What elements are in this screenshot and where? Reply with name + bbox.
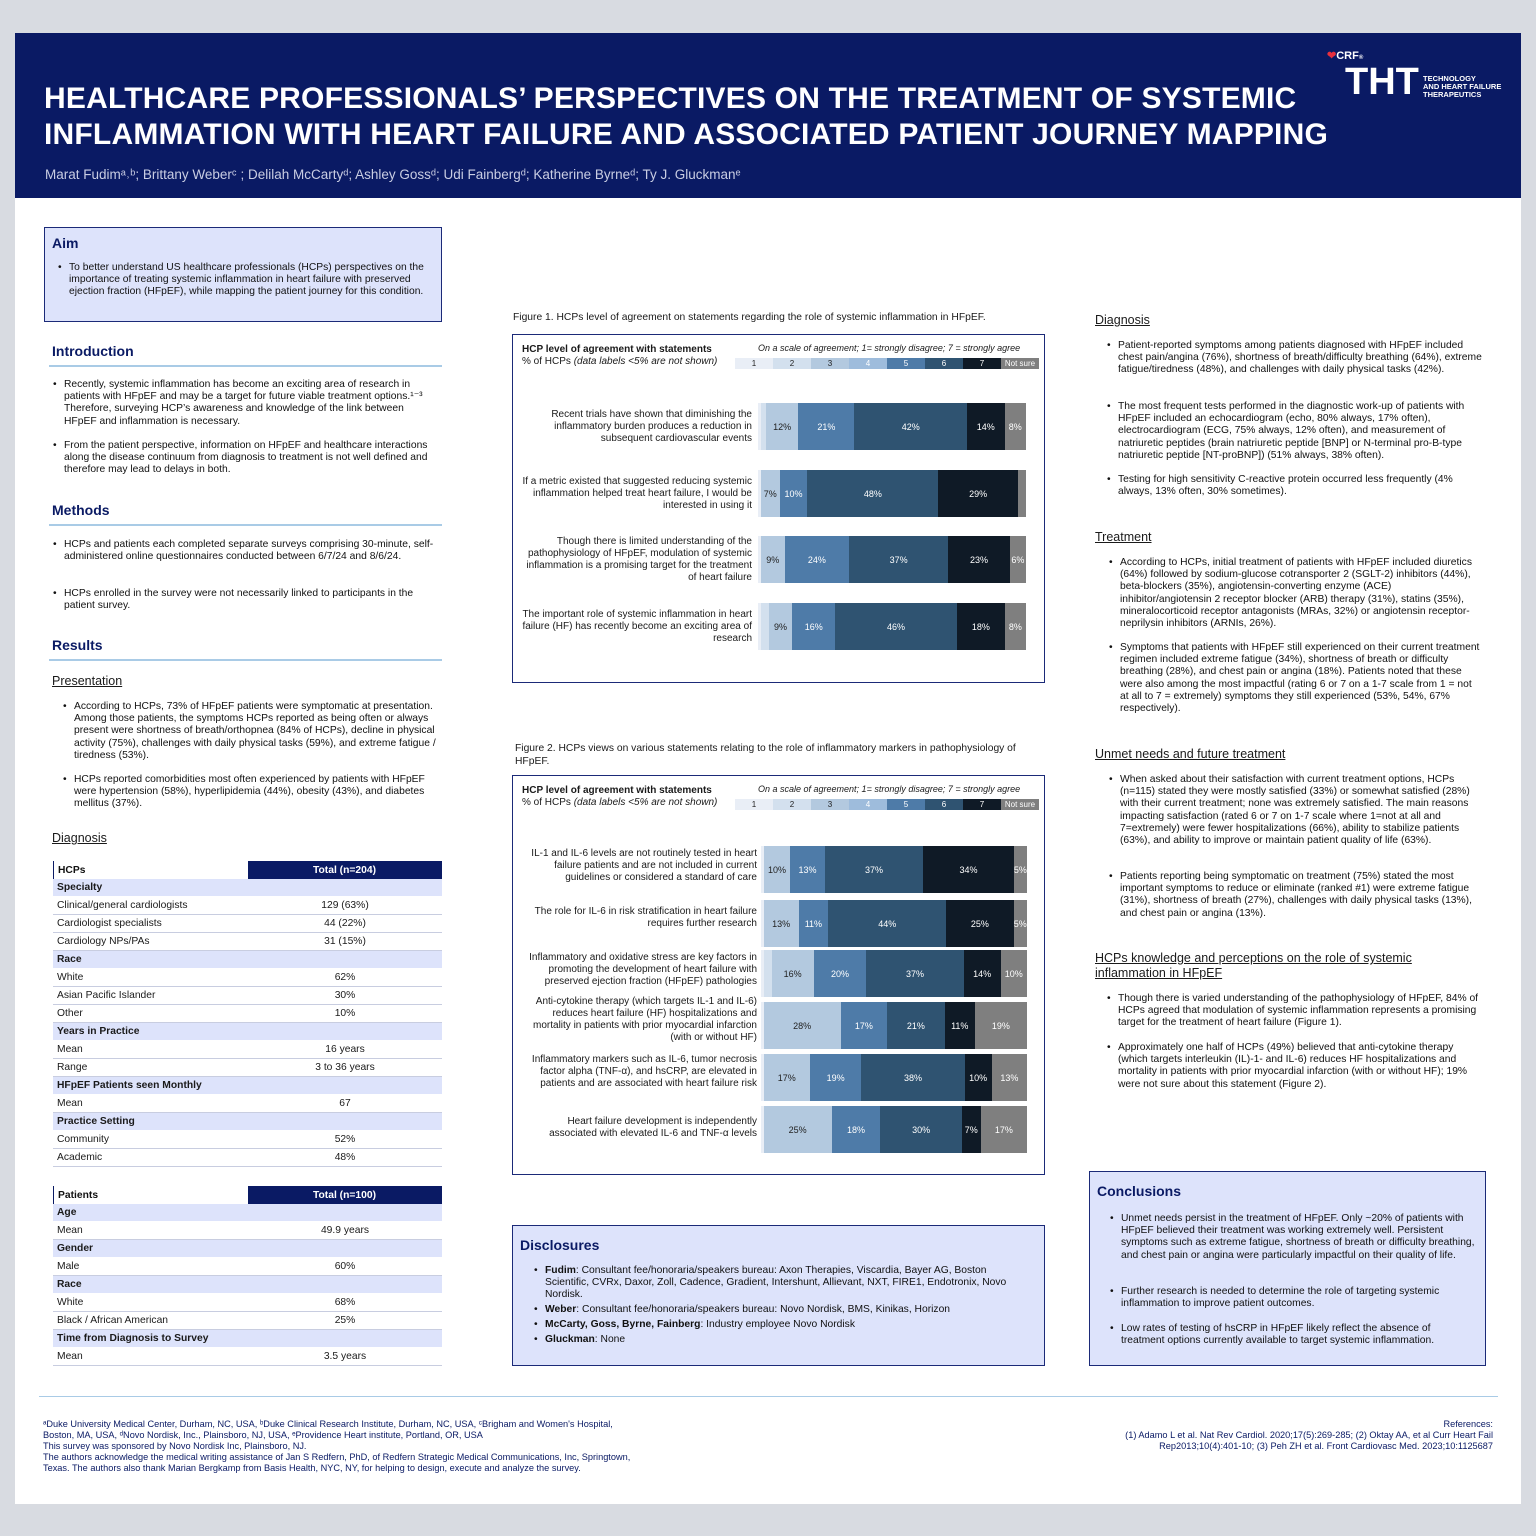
unmet-bullet-2: • Patients reporting being symptomatic on treatment (75%) stated the most important symptoms to reduce or eliminate (ranked #1) were extreme fatigue (31%), shortness of breath (27%), challenges with daily physical tasks (13%), and chest pain or angina (13%).	[1109, 871, 1472, 919]
bar-segment: 16%	[792, 603, 834, 650]
bar-segment: 42%	[854, 403, 967, 450]
bar-segment	[761, 603, 769, 650]
table-category-row: Years in Practice	[53, 1023, 442, 1041]
table-header: Patients Total (n=100)	[53, 1186, 442, 1204]
legend-item: 3	[811, 358, 849, 369]
chart-header: HCP level of agreement with statements % of HCPs (data labels <5% are not shown)	[522, 344, 718, 367]
aim-title: Aim	[52, 235, 79, 251]
table-header: HCPs Total (n=204)	[53, 861, 442, 879]
treatment-bullet-2: • Symptoms that patients with HFpEF still experienced on their current treatment regimen included extreme fatigue (34%), shortness of breath or difficulty breathing (28%), and chest pain or angina (18%). Patients noted that these were also among the most impactful (rating 6 or 7 on a 1-7 scale from 1 = not at all to 7 = extremely) symptoms they still experienced (53%, 54%, 67% respectively).	[1109, 642, 1480, 715]
bar-segment: 13%	[790, 846, 825, 893]
conclusion-bullet-1: • Unmet needs persist in the treatment of HFpEF. Only ~20% of patients with HFpEF believed their treatment was working extremely well. Persistent symptoms such as extreme fatigue, shortness of breath or difficulty breathing, and chest pain or angina were particularly impactful on their quality of life.	[1110, 1213, 1475, 1261]
bar-segment: 17%	[981, 1106, 1027, 1153]
stacked-bar	[758, 470, 1026, 517]
table-row: Range 3 to 36 years	[53, 1059, 442, 1077]
category-label: Recent trials have shown that diminishing the inflammatory burden produces a reduction in subsequent cardiovascular events	[551, 409, 752, 444]
bar-segment: 13%	[992, 1054, 1027, 1101]
bar-segment: 10%	[1001, 950, 1027, 997]
table-category-row: Age	[53, 1204, 442, 1222]
unmet-bullet-1: • When asked about their satisfaction with current treatment options, HCPs (n=115) stated they were mostly satisfied (33%) or somewhat satisfied (28%) with their current treatment; none was extremely satisfied. The main reasons impacting satisfaction (rated 6 or 7 on 1-7 scale where 1=not at all and 7=extremely) were fewer hospitalizations (66%), ability to stabilize patients (63%), and ability to improve or maintain patient quality of life (63%).	[1109, 774, 1470, 847]
bar-segment: 21%	[887, 1002, 945, 1049]
section-rule	[49, 524, 442, 526]
legend-item: 6	[925, 799, 963, 810]
chart-header: HCP level of agreement with statements % of HCPs (data labels <5% are not shown)	[522, 785, 718, 808]
stacked-bar	[758, 403, 1026, 450]
bar-segment: 17%	[841, 1002, 888, 1049]
knowledge-title: HCPs knowledge and perceptions on the role of systemic inflammation in HFpEF	[1095, 951, 1412, 980]
table-row: Mean 16 years	[53, 1041, 442, 1059]
diagnosis-bullet-2: • The most frequent tests performed in the diagnostic work-up of patients with HFpEF included an echocardiogram (echo, 80% always, 17% often), electrocardiogram (ECG, 75% always, 12% often), and measurement of natriuretic peptides (brain natriuretic peptide [BNP] or N-terminal pro-B-type natriuretic peptide [NT-proBNP]) (51% always, 38% often).	[1107, 401, 1465, 461]
bar-segment: 14%	[967, 403, 1005, 450]
legend-item: 2	[773, 799, 811, 810]
category-label: If a metric existed that suggested reducing systemic inflammation helped treat heart failure, I would be interested in using it	[522, 476, 752, 511]
stacked-bar	[758, 536, 1026, 583]
scale-note: On a scale of agreement; 1= strongly disagree; 7 = strongly agree	[758, 343, 1021, 353]
bar-segment: 25%	[764, 1106, 832, 1153]
stacked-bar	[761, 900, 1027, 947]
methods-bullet-1: • HCPs and patients each completed separate surveys comprising 30-minute, self-administered online questionnaires conducted between 6/7/24 and 8/6/24.	[53, 539, 434, 563]
bar-segment: 14%	[964, 950, 1001, 997]
header-banner	[15, 33, 1521, 198]
poster-title	[44, 81, 1344, 153]
table-category-row: Specialty	[53, 879, 442, 897]
bar-segment: 19%	[975, 1002, 1027, 1049]
title-line-2: INFLAMMATION WITH HEART FAILURE AND ASSOCIATED PATIENT JOURNEY MAPPING	[44, 118, 1328, 151]
bar-segment: 11%	[799, 900, 829, 947]
table-row: Male 60%	[53, 1258, 442, 1276]
conclusions-title: Conclusions	[1097, 1183, 1182, 1199]
bar-segment: 37%	[849, 536, 948, 583]
bar-segment: 30%	[880, 1106, 961, 1153]
hcp-demographics-table	[53, 861, 442, 1167]
disclosures-box	[512, 1225, 1045, 1366]
table-row: Mean 3.5 years	[53, 1348, 442, 1366]
bar-segment	[764, 950, 772, 997]
bar-segment: 8%	[1005, 603, 1026, 650]
intro-bullet-2: • From the patient perspective, information on HFpEF and healthcare interactions along the disease continuum from diagnosis to treatment is not well defined and therefore may lead to delays in both.	[53, 440, 428, 476]
bar-segment: 17%	[764, 1054, 810, 1101]
stacked-bar	[761, 1054, 1027, 1101]
table-category-row: Time from Diagnosis to Survey	[53, 1330, 442, 1348]
legend-item: 3	[811, 799, 849, 810]
bar-segment: 6%	[1010, 536, 1026, 583]
table-row: Academic 48%	[53, 1149, 442, 1167]
bar-segment	[1018, 470, 1026, 517]
table-row: Other 10%	[53, 1005, 442, 1023]
disclosures-title: Disclosures	[520, 1237, 600, 1253]
table-category-row: Practice Setting	[53, 1113, 442, 1131]
treatment-bullet-1: • According to HCPs, initial treatment of patients with HFpEF included diuretics (64%) followed by sodium-glucose cotransporter 2 (SGLT-2) inhibitors (44%), beta-blockers (35%), angiotensin-converting enzyme (ACE) inhibitor/angiotensin 2 receptor blocker (ARB) therapy (31%), statins (35%), mineralocorticoid receptor antagonists (MRAs, 32%) or angiotensin receptor-neprilysin inhibitors (ARNIs, 26%).	[1109, 557, 1472, 630]
category-label: Inflammatory and oxidative stress are key factors in promoting the development of heart failure with preserved ejection fraction (HFpEF) pathologies	[529, 952, 757, 987]
category-label: Anti-cytokine therapy (which targets IL-1 and IL-6) reduces heart failure (HF) hospitalizations and mortality in patients with prior myocardial infarction (with or without HF)	[533, 996, 757, 1043]
aim-text: • To better understand US healthcare professionals (HCPs) perspectives on the importance of treating systemic inflammation in heart failure with preserved ejection fraction (HFpEF), while mapping the patient journey for this condition.	[58, 262, 424, 298]
disclosure-employees: • McCarty, Goss, Byrne, Fainberg: Industry employee Novo Nordisk	[534, 1319, 855, 1330]
bar-segment: 24%	[785, 536, 849, 583]
stacked-bar	[761, 1002, 1027, 1049]
references: References: (1) Adamo L et al. Nat Rev Cardiol. 2020;17(5):269-285; (2) Oktay AA, et al Curr Heart Fail Rep2013;10(4):401-10; (3) Peh ZH et al. Front Cardiovasc Med. 2023;10:1125687	[1125, 1419, 1493, 1451]
diagnosis-right-title: Diagnosis	[1095, 313, 1150, 327]
tht-logo	[1327, 47, 1517, 107]
legend-item: 4	[849, 358, 887, 369]
stacked-bar	[761, 846, 1027, 893]
poster	[15, 33, 1521, 1504]
crf-logo: ❤CRF®	[1327, 50, 1364, 62]
legend-item: 5	[887, 799, 925, 810]
heart-icon: ❤	[1327, 50, 1337, 62]
knowledge-bullet-2: • Approximately one half of HCPs (49%) believed that anti-cytokine therapy (which targets interleukin (IL)-1- and IL-6) reduces HF hospitalizations and mortality in patients with prior myocardial infarction (with or without HF); 19% were not sure about this statement (Figure 2).	[1107, 1042, 1468, 1090]
tht-wordmark: THT	[1345, 61, 1419, 103]
unmet-needs-title: Unmet needs and future treatment	[1095, 747, 1286, 761]
table-row: Cardiologist specialists 44 (22%)	[53, 915, 442, 933]
bar-segment: 18%	[957, 603, 1005, 650]
conclusion-bullet-3: • Low rates of testing of hsCRP in HFpEF likely reflect the absence of treatment options currently available to target systemic inflammation.	[1110, 1323, 1435, 1347]
bar-segment: 20%	[814, 950, 867, 997]
chart-legend	[735, 799, 1039, 810]
bar-segment: 10%	[780, 470, 807, 517]
table-row: Cardiology NPs/PAs 31 (15%)	[53, 933, 442, 951]
bar-segment: 13%	[764, 900, 799, 947]
stacked-bar	[758, 603, 1026, 650]
table-category-row: Race	[53, 951, 442, 969]
bar-segment: 37%	[866, 950, 963, 997]
bar-segment: 7%	[962, 1106, 981, 1153]
table-category-row: Race	[53, 1276, 442, 1294]
section-rule	[49, 659, 442, 661]
category-label: The role for IL-6 in risk stratification in heart failure requires further research	[534, 906, 757, 929]
bar-segment: 5%	[1014, 900, 1027, 947]
stacked-bar	[761, 950, 1027, 997]
conclusions-box	[1089, 1171, 1486, 1366]
tht-subtitle: TECHNOLOGY AND HEART FAILURE THERAPEUTICS	[1423, 74, 1502, 99]
legend-item: 7	[963, 799, 1001, 810]
bar-segment: 29%	[938, 470, 1017, 517]
table-row: Mean 49.9 years	[53, 1222, 442, 1240]
disclosure-weber: • Weber: Consultant fee/honoraria/speakers bureau: Novo Nordisk, BMS, Kinikas, Horizon	[534, 1304, 951, 1315]
bar-segment: 34%	[923, 846, 1013, 893]
bar-segment: 44%	[828, 900, 946, 947]
table-row: Asian Pacific Islander 30%	[53, 987, 442, 1005]
table-row: Clinical/general cardiologists 129 (63%)	[53, 897, 442, 915]
figure-1-caption: Figure 1. HCPs level of agreement on statements regarding the role of systemic inflammation in HFpEF.	[513, 312, 986, 323]
title-line-1: HEALTHCARE PROFESSIONALS’ PERSPECTIVES ON THE TREATMENT OF SYSTEMIC	[44, 82, 1297, 115]
author-list: Marat Fudimᵃ˒ᵇ; Brittany Weberᶜ ; Delilah McCartyᵈ; Ashley Gossᵈ; Udi Fainbergᵈ; Katherine Byrneᵈ; Ty J. Gluckmanᵉ	[45, 167, 741, 182]
legend-item: Not sure	[1001, 358, 1039, 369]
legend-item: 5	[887, 358, 925, 369]
legend-item: 1	[735, 358, 773, 369]
legend-item: Not sure	[1001, 799, 1039, 810]
legend-item: 4	[849, 799, 887, 810]
stacked-bar	[761, 1106, 1027, 1153]
affiliations: ᵃDuke University Medical Center, Durham, NC, USA, ᵇDuke Clinical Research Institute, Durham, NC, USA, ᶜBrigham and Women's Hospital, Boston, MA, USA, ᵈNovo Nordisk, Inc., Plainsboro, NJ, USA, ᵉProvidence Heart institute, Portland, OR, USA This survey was sponsored by Novo Nordisk Inc, Plainsboro, NJ. The authors acknowledge the medical writing assistance of Jan S Redfern, PhD, of Redfern Strategic Medical Communications, Inc, Springtown, Texas. The authors also thank Marian Bergkamp from Basis Health, NYC, NY, for helping to design, execute and analyze the survey.	[43, 1419, 631, 1473]
category-label: IL-1 and IL-6 levels are not routinely tested in heart failure patients and are not included in current guidelines or considered a standard of care	[531, 848, 757, 883]
table-row: Mean 67	[53, 1095, 442, 1113]
diagnosis-bullet-3: • Testing for high sensitivity C-reactive protein occurred less frequently (4% always, 13% often, 30% sometimes).	[1107, 474, 1453, 498]
table-category-row: HFpEF Patients seen Monthly	[53, 1077, 442, 1095]
bar-segment: 48%	[807, 470, 938, 517]
bar-segment: 18%	[832, 1106, 881, 1153]
bar-segment: 7%	[761, 470, 780, 517]
category-label: The important role of systemic inflammation in heart failure (HF) has recently become an exciting area of research	[522, 609, 752, 644]
results-title: Results	[52, 637, 103, 653]
presentation-bullet-1: • According to HCPs, 73% of HFpEF patients were symptomatic at presentation. Among those patients, the symptoms HCPs reported as being often or always present were shortness of breath/orthopnea (84% of HCPs), decline in physical activity (75%), challenges with daily physical tasks (59%), and extreme fatigue / tiredness (53%).	[63, 701, 436, 761]
presentation-title: Presentation	[52, 674, 123, 688]
bar-segment: 23%	[948, 536, 1010, 583]
bar-segment: 46%	[835, 603, 957, 650]
table-row: Black / African American 25%	[53, 1312, 442, 1330]
bar-segment: 37%	[825, 846, 923, 893]
disclosure-fudim: • Fudim: Consultant fee/honoraria/speakers bureau: Axon Therapies, Viscardia, Bayer AG, Boston Scientific, CVRx, Daxor, Zoll, Cadence, Gradient, Intershunt, Allievant, NXT, FIRE1, Endotronix, Novo Nordisk.	[534, 1265, 1007, 1301]
bar-segment: 21%	[798, 403, 854, 450]
bar-segment: 9%	[761, 536, 785, 583]
patient-demographics-table	[53, 1186, 442, 1366]
diagnosis-bullet-1: • Patient-reported symptoms among patients diagnosed with HFpEF included chest pain/angina (76%), shortness of breath/difficulty breathing (64%), extreme fatigue/tiredness (48%), and challenges with daily physical tasks (42%).	[1107, 340, 1482, 376]
category-label: Though there is limited understanding of the pathophysiology of HFpEF, modulation of systemic inflammation is a promising target for the treatment of heart failure	[526, 536, 752, 583]
disclosure-gluckman: • Gluckman: None	[534, 1334, 626, 1345]
diagnosis-left-title: Diagnosis	[52, 831, 107, 845]
category-label: Inflammatory markers such as IL-6, tumor necrosis factor alpha (TNF-α), and hsCRP, are elevated in patients and are associated with heart failure risk	[531, 1054, 757, 1089]
introduction-title: Introduction	[52, 343, 134, 359]
figure-1-chart	[512, 334, 1045, 683]
bar-segment: 12%	[766, 403, 798, 450]
figure-2-caption: Figure 2. HCPs views on various statements relating to the role of inflammatory markers in pathophysiology of HFpEF.	[515, 743, 1016, 767]
aim-box	[44, 227, 442, 322]
legend-item: 1	[735, 799, 773, 810]
presentation-bullet-2: • HCPs reported comorbidities most often experienced by patients with HFpEF were hypertension (58%), hyperlipidemia (44%), obesity (43%), and diabetes mellitus (37%).	[63, 774, 425, 810]
conclusion-bullet-2: • Further research is needed to determine the role of targeting systemic inflammation to improve patient outcomes.	[1110, 1286, 1440, 1310]
scale-note: On a scale of agreement; 1= strongly disagree; 7 = strongly agree	[758, 784, 1021, 794]
bar-segment: 10%	[764, 846, 791, 893]
methods-bullet-2: • HCPs enrolled in the survey were not necessarily linked to participants in the patient survey.	[53, 588, 414, 612]
table-category-row: Gender	[53, 1240, 442, 1258]
bar-segment: 5%	[1014, 846, 1027, 893]
bar-segment: 9%	[769, 603, 793, 650]
table-row: White 62%	[53, 969, 442, 987]
table-row: White 68%	[53, 1294, 442, 1312]
knowledge-bullet-1: • Though there is varied understanding of the pathophysiology of HFpEF, 84% of HCPs agreed that modulation of systemic inflammation represents a promising target for the treatment of heart failure (Figure 1).	[1107, 993, 1479, 1029]
bar-segment: 10%	[965, 1054, 992, 1101]
section-rule	[49, 365, 442, 367]
treatment-title: Treatment	[1095, 530, 1152, 544]
chart-legend	[735, 358, 1039, 369]
bar-segment: 19%	[810, 1054, 862, 1101]
bar-segment: 11%	[945, 1002, 975, 1049]
bar-segment: 16%	[772, 950, 814, 997]
category-label: Heart failure development is independently associated with elevated IL-6 and TNF-α levels	[549, 1116, 757, 1139]
bar-segment: 28%	[764, 1002, 841, 1049]
figure-2-chart	[512, 775, 1045, 1175]
legend-item: 6	[925, 358, 963, 369]
bar-segment: 25%	[946, 900, 1013, 947]
bar-segment: 38%	[861, 1054, 964, 1101]
table-row: Community 52%	[53, 1131, 442, 1149]
legend-item: 2	[773, 358, 811, 369]
intro-bullet-1: • Recently, systemic inflammation has become an exciting area of research in patients with HFpEF and may be a target for future viable treatment options.¹⁻³ Therefore, surveying HCP’s awareness and knowledge of the link between HFpEF and inflammation is necessary.	[53, 379, 423, 427]
footer-rule	[39, 1396, 1498, 1397]
bar-segment: 8%	[1005, 403, 1026, 450]
methods-title: Methods	[52, 502, 110, 518]
legend-item: 7	[963, 358, 1001, 369]
